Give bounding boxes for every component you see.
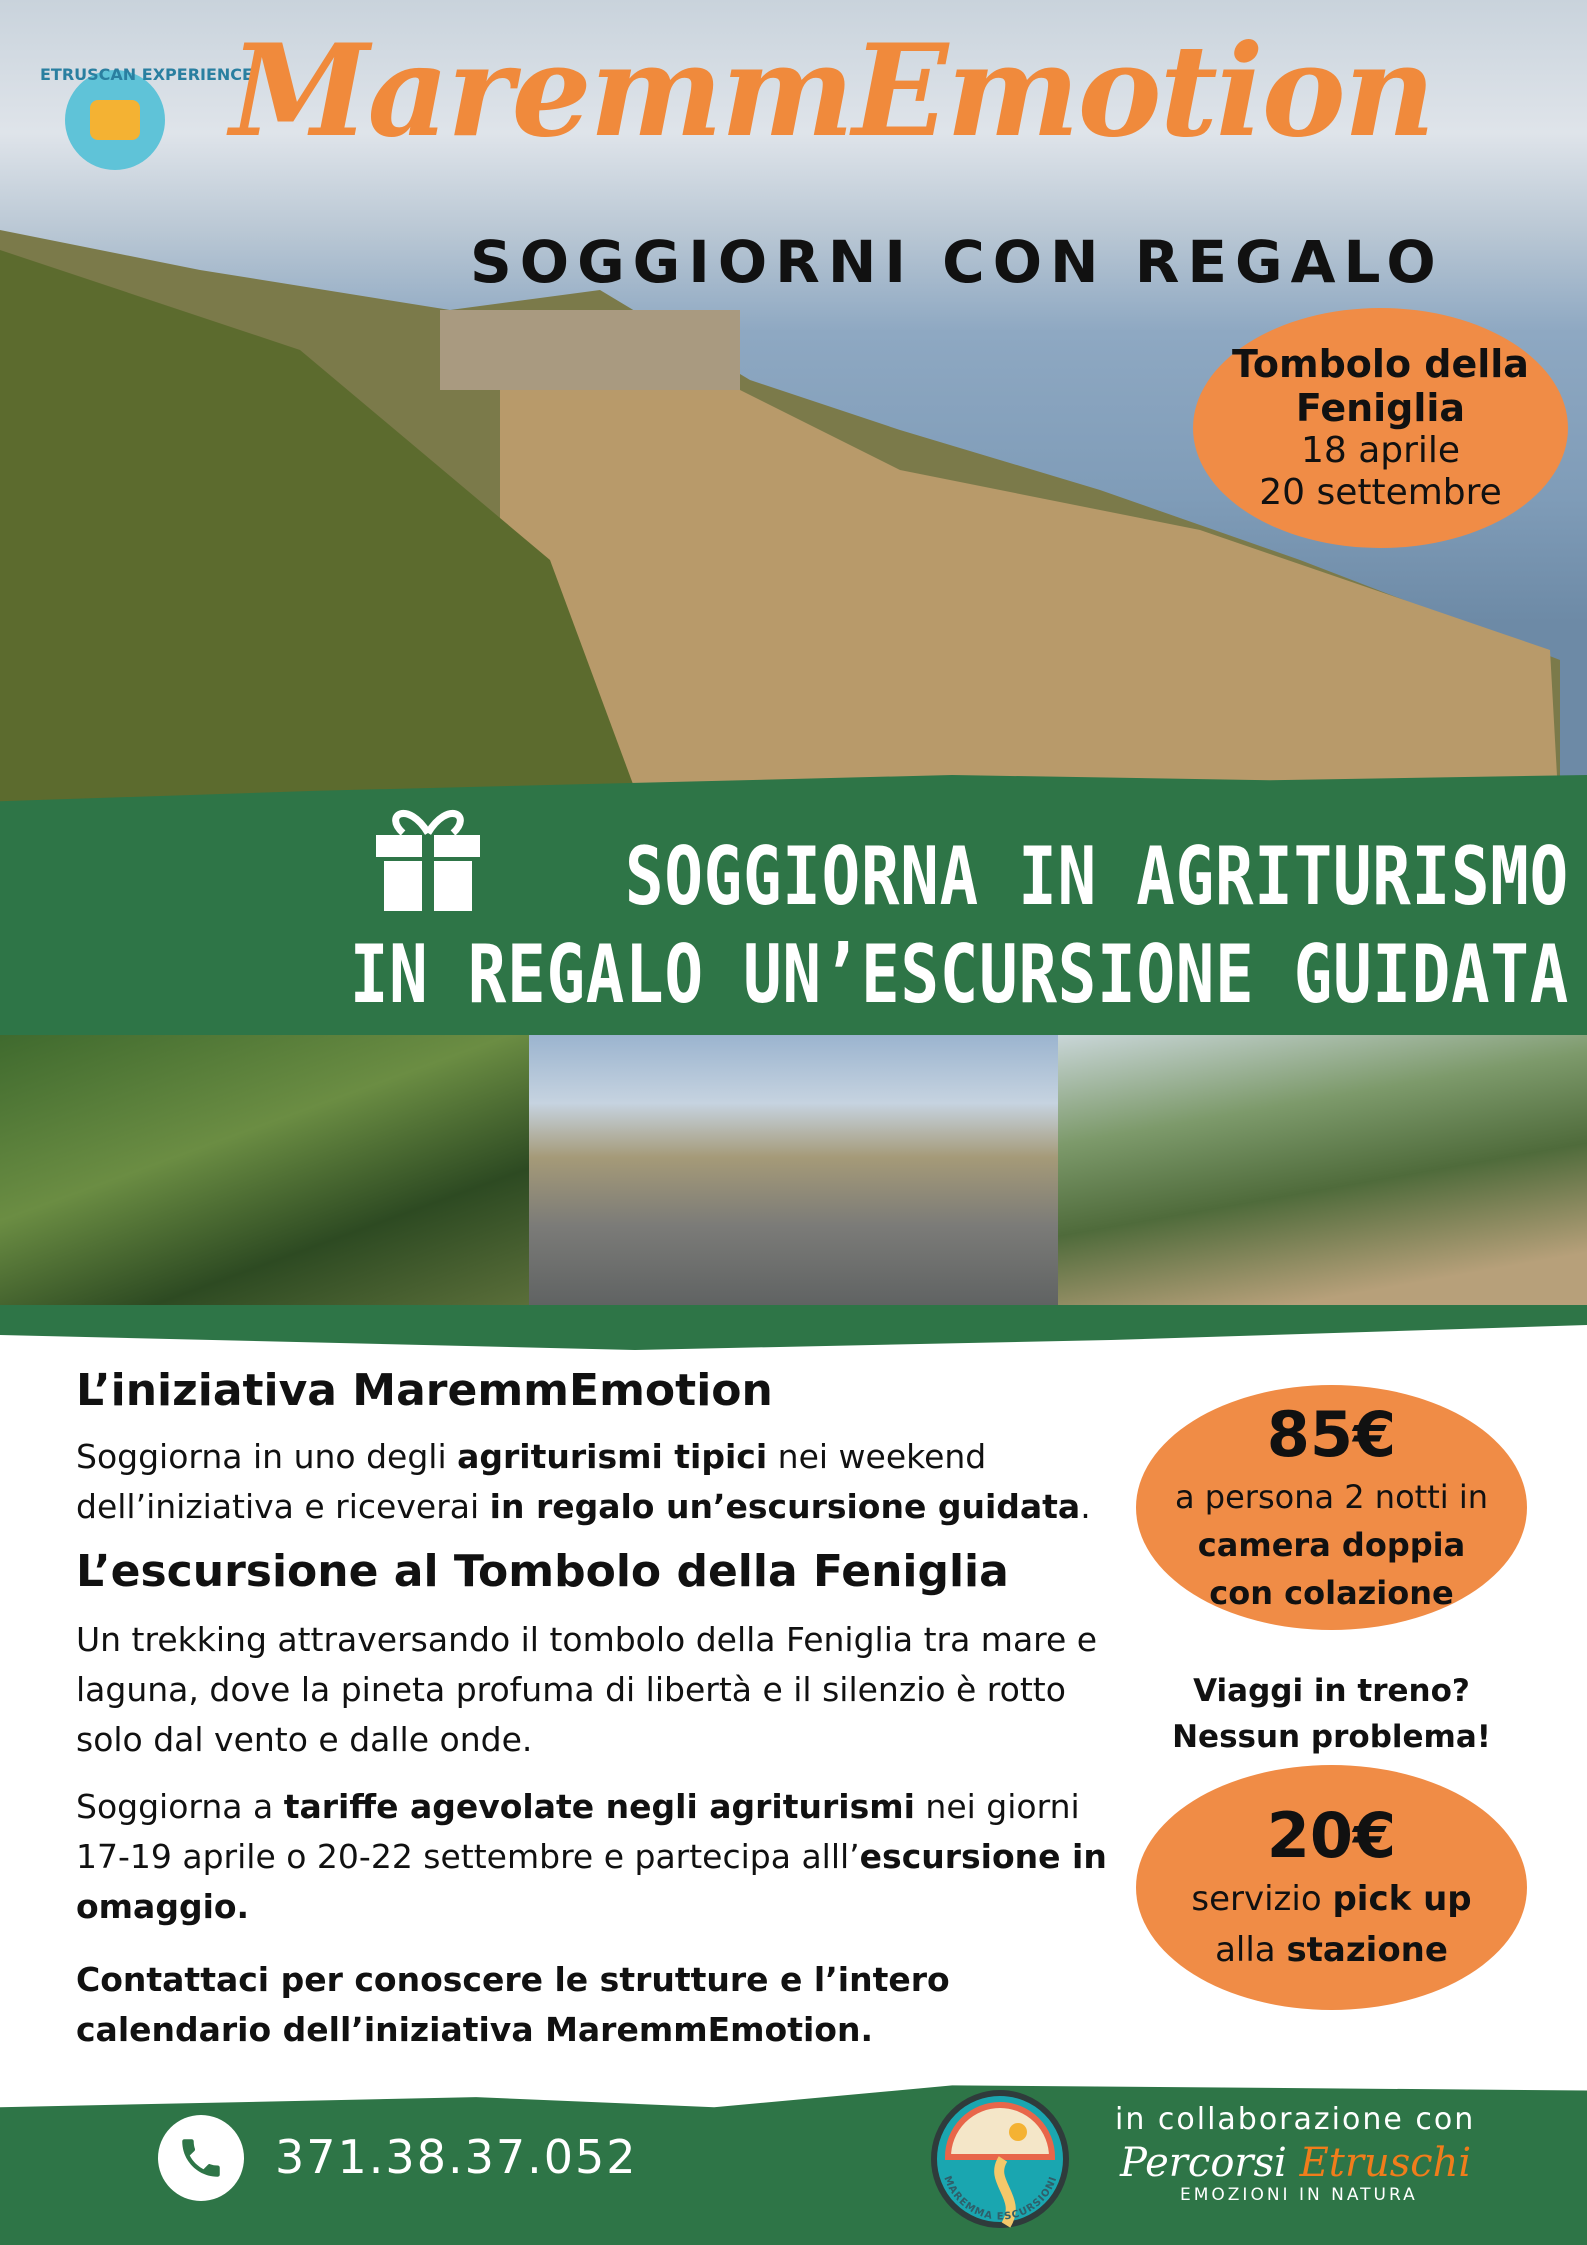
pickup-badge <box>1136 1765 1527 2010</box>
title: MaremmEmotion <box>230 17 1434 165</box>
pickup-line-2 <box>1215 1925 1448 1976</box>
heading-initiative: L’iniziativa MaremmEmotion <box>76 1365 773 1416</box>
pickup-amount: 20€ <box>1266 1799 1397 1873</box>
event-badge <box>1193 308 1568 548</box>
price-line-1: a persona 2 notti in <box>1175 1477 1488 1516</box>
photo-pine-forest-path <box>1058 1035 1587 1308</box>
text: . <box>1080 1487 1091 1526</box>
text: Percorsi <box>1120 2140 1300 2186</box>
heading-excursion: L’escursione al Tombolo della Feniglia <box>76 1546 1009 1597</box>
percorsi-etruschi-logo <box>1120 2140 1471 2186</box>
event-date-1: 18 aprile <box>1300 430 1461 472</box>
pickup-line-1 <box>1191 1874 1471 1925</box>
etruscan-experience-logo <box>30 40 253 190</box>
train-line-1: Viaggi in treno? <box>1193 1673 1470 1709</box>
bold-text: pick up <box>1332 1878 1472 1919</box>
text: servizio <box>1191 1878 1333 1919</box>
photo-forest-hikers <box>0 1035 529 1308</box>
text: Etruschi <box>1299 2140 1472 2186</box>
price-badge <box>1136 1385 1527 1630</box>
green-divider <box>0 1305 1587 1355</box>
text-initiative <box>76 1432 1136 1532</box>
train-line-2: Nessun problema! <box>1172 1719 1491 1755</box>
bold-text: in regalo un’escursione guidata <box>489 1487 1081 1526</box>
text: Soggiorna a <box>76 1787 284 1826</box>
banner-line-1: SOGGIORNA IN AGRITURISMO <box>625 830 1569 923</box>
bold-text: escursione in omaggio. <box>76 1837 1107 1926</box>
text-contact: Contattaci per conoscere le strutture e l’intero calendario dell’iniziativa MaremmEmotion. <box>76 1960 950 2049</box>
collaboration-label: in collaborazione con <box>1115 2102 1476 2137</box>
phone-icon[interactable] <box>158 2115 244 2201</box>
event-place: Tombolo della Feniglia <box>1232 341 1529 430</box>
bold-text: tariffe agevolate negli agriturismi <box>283 1787 915 1826</box>
price-amount: 85€ <box>1266 1398 1397 1472</box>
price-line-3: con colazione <box>1209 1573 1454 1612</box>
event-date-2: 20 settembre <box>1259 471 1502 513</box>
text: alla <box>1215 1929 1287 1970</box>
bold-text: agriturismi tipici <box>457 1437 768 1476</box>
photo-ancient-road-hikers <box>529 1035 1058 1308</box>
subtitle: SOGGIORNI CON REGALO <box>470 228 1444 296</box>
text: nei giorni 17-19 aprile o 20-22 settembre e partecipa alll’ <box>76 1787 1080 1876</box>
svg-text:ETRUSCAN EXPERIENCE: ETRUSCAN EXPERIENCE <box>40 65 253 84</box>
gift-icon <box>368 795 488 915</box>
text: Soggiorna in uno degli <box>76 1437 458 1476</box>
maremma-escursioni-logo <box>928 2087 1073 2232</box>
banner-line-2: IN REGALO UN’ESCURSIONE GUIDATA <box>349 928 1569 1021</box>
badge-text: MAREMMA ESCURSIONI <box>941 2174 1060 2223</box>
text-excursion: Un trekking attraversando il tombolo della Feniglia tra mare e laguna, dove la pineta profuma di libertà e il silenzio è rotto solo dal vento e dalle onde. <box>76 1620 1098 1759</box>
bold-text: stazione <box>1286 1929 1448 1970</box>
price-line-2: camera doppia <box>1197 1525 1466 1564</box>
text: nei weekend dell’iniziativa e riceverai <box>76 1437 987 1526</box>
text-rates <box>76 1782 1136 1932</box>
train-note <box>1136 1668 1527 1760</box>
phone-number[interactable]: 371.38.37.052 <box>275 2130 638 2184</box>
partner-tagline: EMOZIONI IN NATURA <box>1180 2185 1418 2205</box>
